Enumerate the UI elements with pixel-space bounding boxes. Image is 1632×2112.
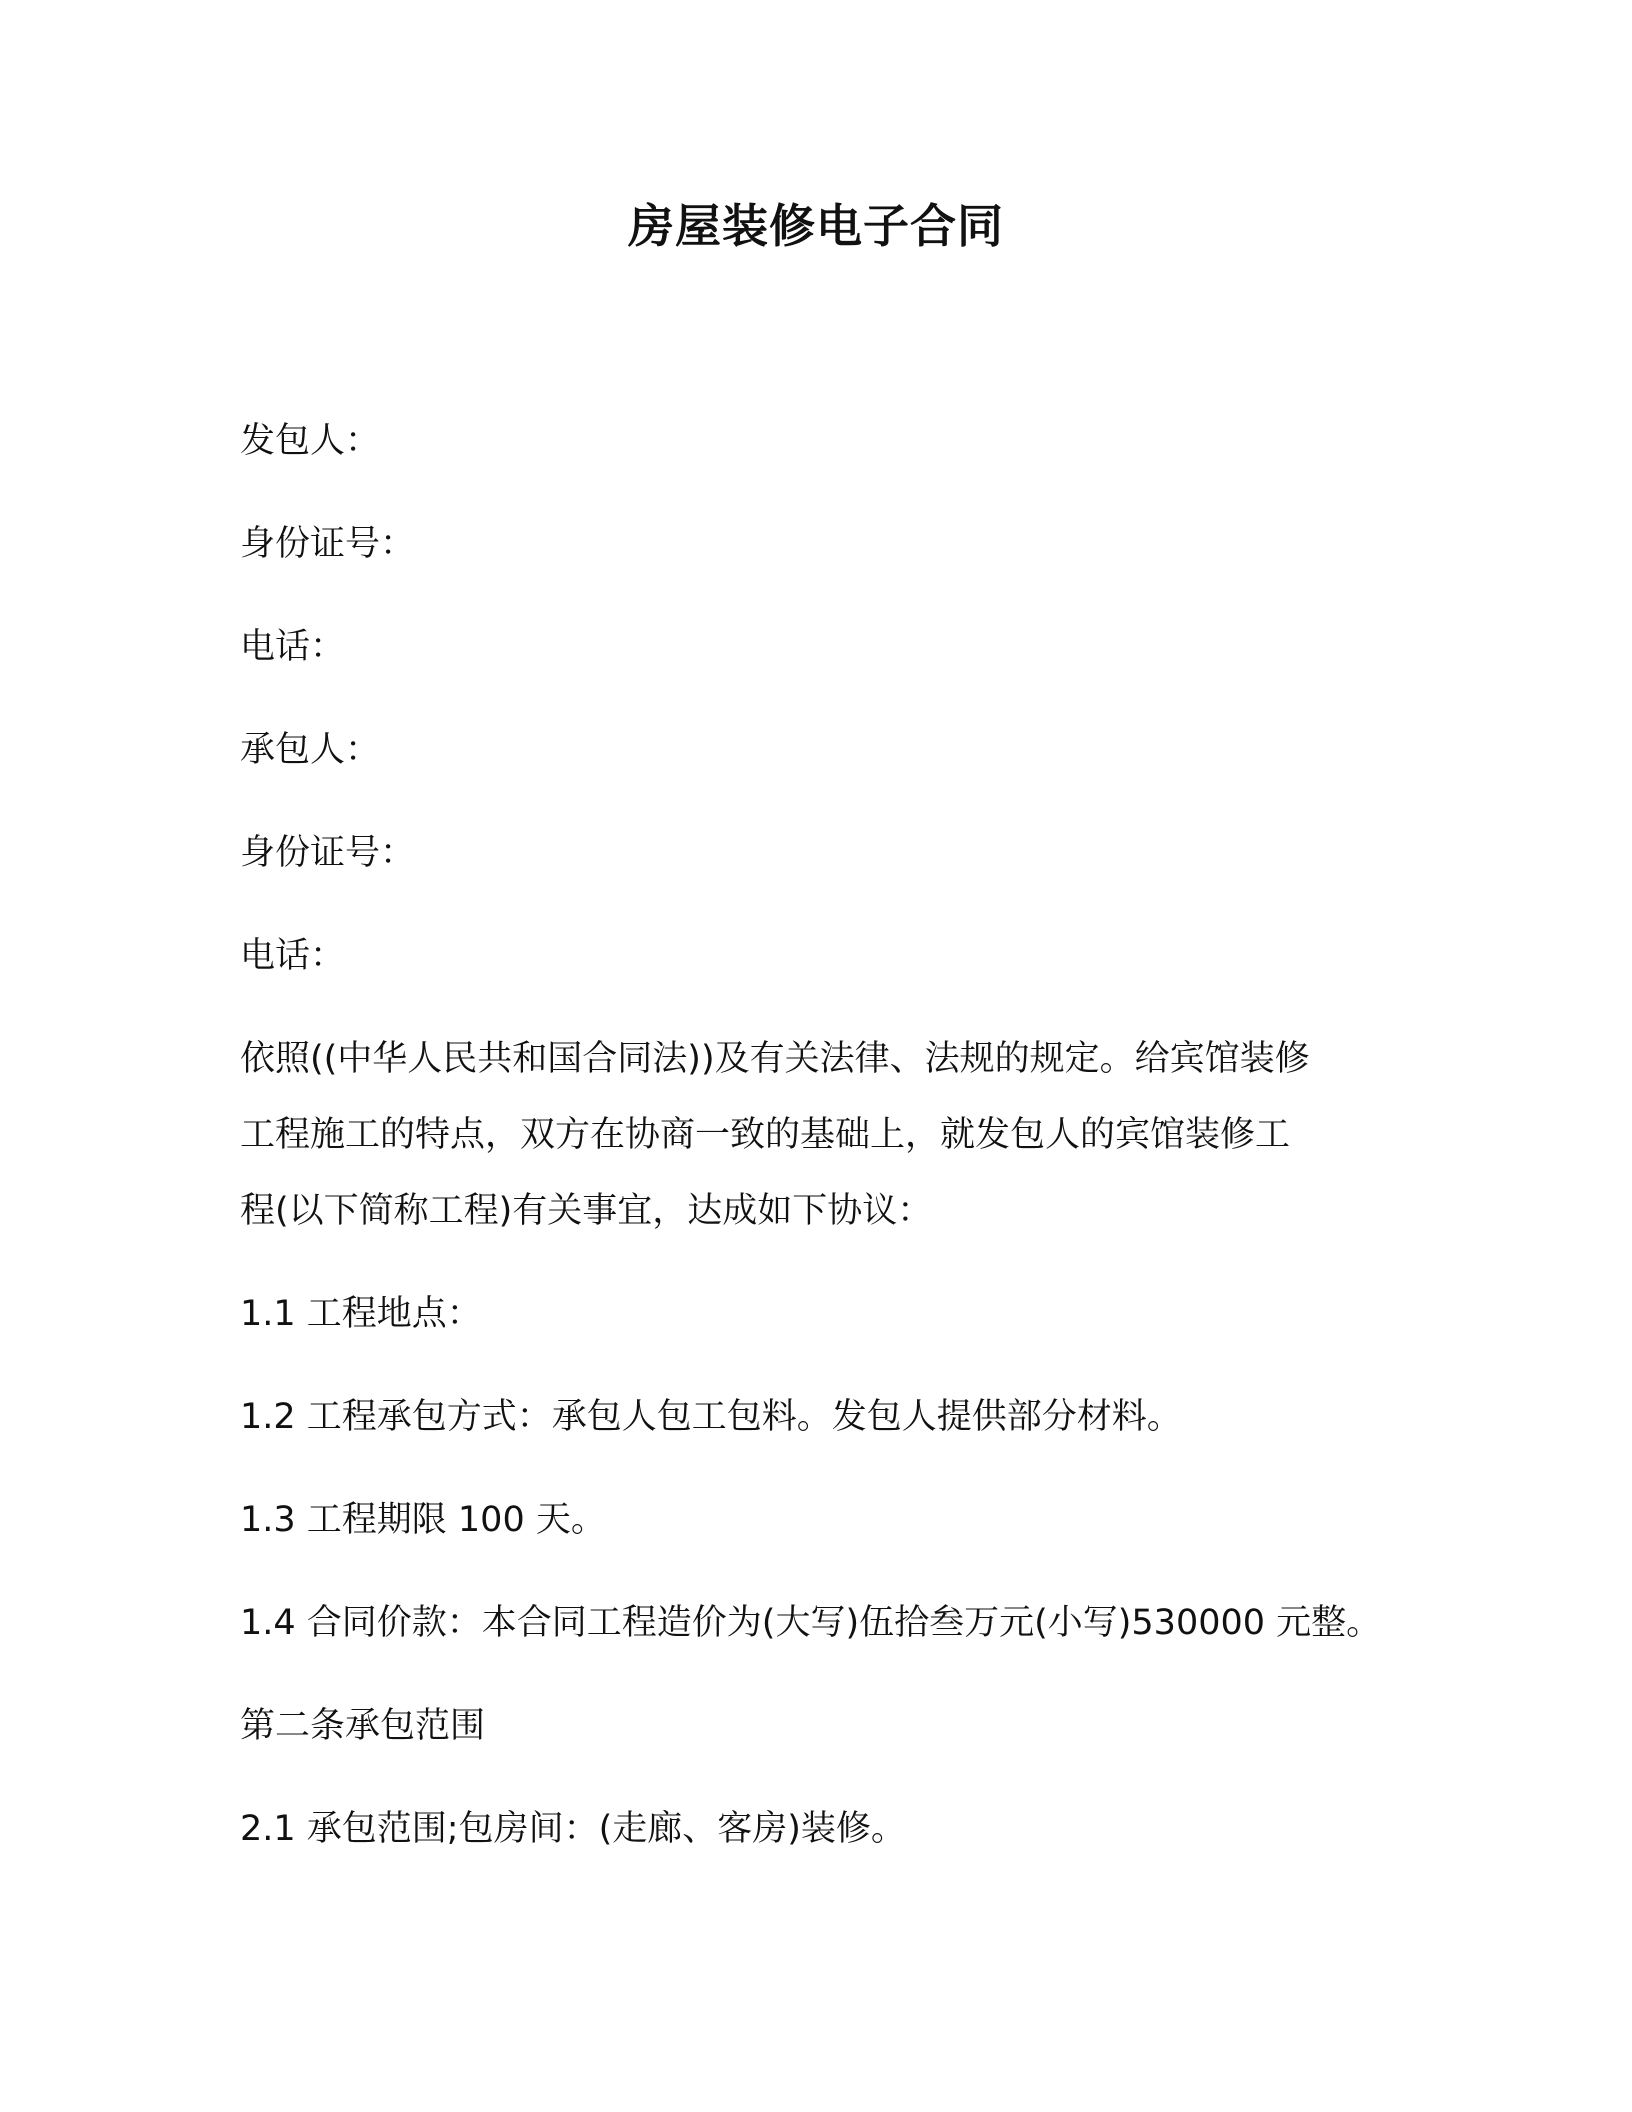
section-2-heading: 第二条承包范围: [240, 1706, 486, 1746]
clause-1-1: 1.1 工程地点：: [240, 1294, 482, 1334]
preamble-line-3: 程(以下简称工程)有关事宜，达成如下协议：: [240, 1191, 933, 1231]
preamble-line-1: 依照((中华人民共和国合同法))及有关法律、法规的规定。给宾馆装修: [240, 1039, 1310, 1079]
clause-1-3: 1.3 工程期限 100 天。: [240, 1500, 606, 1540]
employer-phone-label: 电话：: [240, 627, 346, 667]
contractor-label: 承包人：: [240, 730, 381, 770]
preamble-line-2: 工程施工的特点，双方在协商一致的基础上，就发包人的宾馆装修工: [240, 1115, 1291, 1155]
clause-1-2: 1.2 工程承包方式：承包人包工包料。发包人提供部分材料。: [240, 1397, 1182, 1437]
employer-id-label: 身份证号：: [240, 524, 416, 564]
employer-label: 发包人：: [240, 421, 381, 461]
document-title: 房屋装修电子合同: [628, 199, 1004, 253]
contractor-phone-label: 电话：: [240, 936, 346, 976]
clause-1-4: 1.4 合同价款：本合同工程造价为(大写)伍拾叁万元(小写)530000 元整。: [240, 1603, 1382, 1643]
contractor-id-label: 身份证号：: [240, 833, 416, 873]
clause-2-1: 2.1 承包范围;包房间：(走廊、客房)装修。: [240, 1809, 906, 1849]
